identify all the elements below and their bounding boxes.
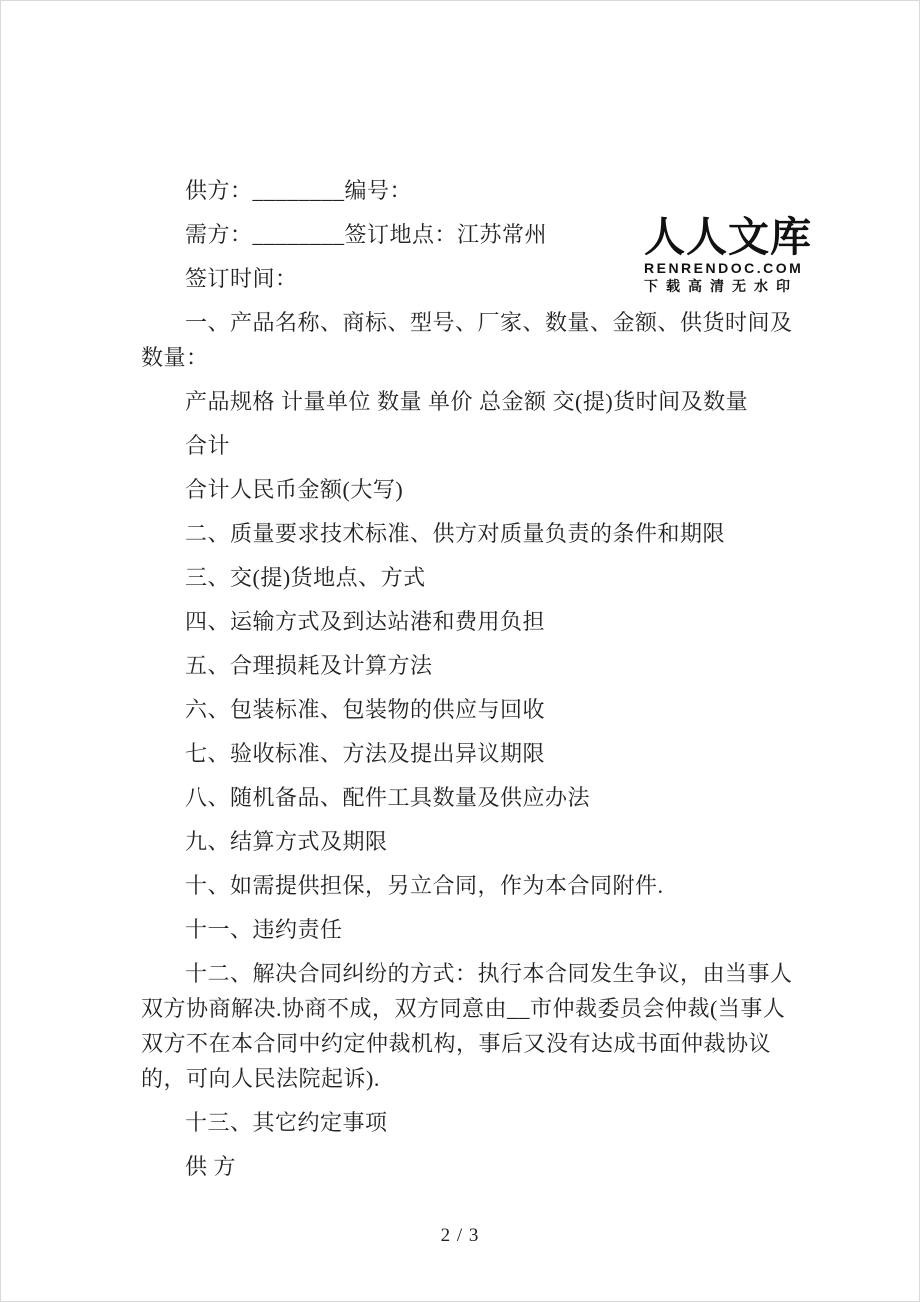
watermark-tagline-text: 下载高清无水印 xyxy=(644,278,798,294)
contract-paragraph: 签订时间： xyxy=(185,266,298,291)
contract-paragraph: 八、随机备品、配件工具数量及供应办法 xyxy=(185,785,591,810)
contract-paragraph: 二、质量要求技术标准、供方对质量负责的条件和期限 xyxy=(185,521,726,546)
contract-paragraph: 十二、解决合同纠纷的方式：执行本合同发生争议，由当事人双方协商解决.协商不成，双方同意由__市仲裁委员会仲裁(当事人双方不在本合同中约定仲裁机构，事后又没有达成书面仲裁协议的，可向人民法院起诉). xyxy=(141,961,793,1091)
contract-paragraph: 五、合理损耗及计算方法 xyxy=(185,653,433,678)
contract-paragraph: 需方：________签订地点：江苏常州 xyxy=(185,222,548,247)
watermark-brand-logo: 人人文库 xyxy=(644,214,812,260)
contract-paragraph: 合计人民币金额(大写) xyxy=(185,477,404,502)
contract-paragraph: 三、交(提)货地点、方式 xyxy=(185,565,426,590)
contract-paragraph: 合计 xyxy=(185,433,231,458)
contract-paragraph: 十、如需提供担保，另立合同，作为本合同附件. xyxy=(185,873,664,898)
contract-paragraph: 九、结算方式及期限 xyxy=(185,829,388,854)
contract-paragraph: 六、包装标准、包装物的供应与回收 xyxy=(185,697,546,722)
contract-paragraph: 一、产品名称、商标、型号、厂家、数量、金额、供货时间及数量： xyxy=(141,310,793,370)
contract-paragraph: 供 方 xyxy=(185,1154,237,1179)
contract-paragraph: 七、验收标准、方法及提出异议期限 xyxy=(185,741,546,766)
page-number: 2 / 3 xyxy=(440,1225,480,1246)
watermark-domain-text: RENRENDOC.COM xyxy=(644,260,804,276)
contract-paragraph: 四、运输方式及到达站港和费用负担 xyxy=(185,609,546,634)
contract-paragraph: 产品规格 计量单位 数量 单价 总金额 交(提)货时间及数量 xyxy=(185,389,749,414)
contract-paragraph: 十一、违约责任 xyxy=(185,917,343,942)
contract-paragraph: 十三、其它约定事项 xyxy=(185,1110,388,1135)
contract-body xyxy=(141,173,793,1193)
contract-paragraph: 供方：________编号： xyxy=(185,178,413,203)
